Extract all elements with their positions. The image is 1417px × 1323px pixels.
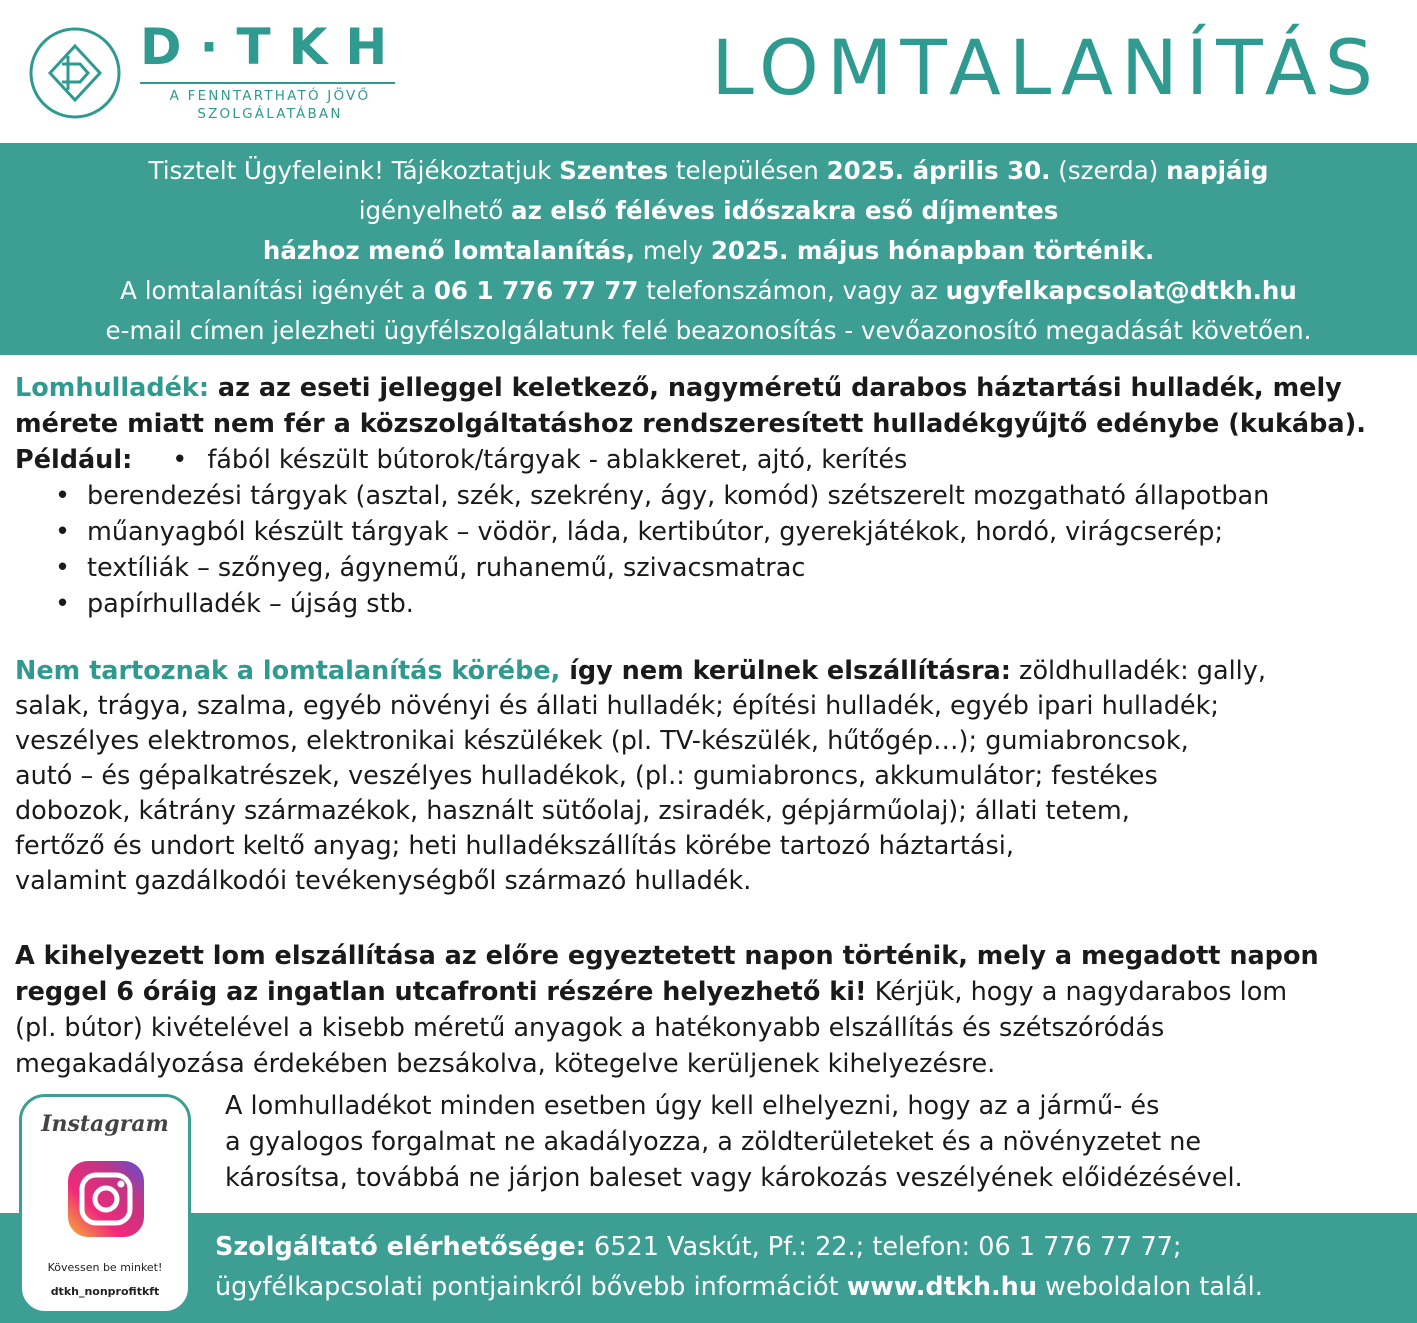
list-item: • papírhulladék – újság stb. — [15, 586, 1405, 622]
instagram-icon — [66, 1159, 146, 1239]
term-label: Lomhulladék: — [15, 373, 210, 403]
text-bold: 2025. május hónapban történik. — [710, 236, 1155, 265]
placement-line: a gyalogos forgalmat ne akadályozza, a zöldterületeket és a növényzetet ne — [225, 1127, 1202, 1157]
placement-line: károsítsa, továbbá ne járjon baleset vagy károkozás veszélyének előidézésével. — [225, 1163, 1243, 1193]
section-heading: Nem tartoznak a lomtalanítás körébe, — [15, 656, 561, 686]
text: (szerda) — [1050, 156, 1167, 185]
list-item: • műanyagból készült tárgyak – vödör, láda, kertibútor, gyerekjátékok, hordó, virágcserép; — [15, 514, 1405, 550]
contact-line — [215, 1227, 1263, 1267]
text: telefonszámon, vagy az — [638, 276, 946, 305]
logo-divider — [140, 82, 395, 84]
text-bold: így nem kerülnek elszállításra: — [560, 656, 1011, 686]
list-item: • textíliák – szőnyeg, ágynemű, ruhanemű, szivacsmatrac — [15, 550, 1405, 586]
definition-line — [15, 370, 1405, 406]
header — [0, 0, 1417, 143]
follow-text: Kövessen be minket! — [47, 1261, 163, 1274]
settlement-name: Szentes — [559, 156, 669, 185]
placement-line: A lomhulladékot minden esetben úgy kell elhelyezni, hogy az a jármű- és — [225, 1091, 1160, 1121]
text: A lomtalanítási igényét a — [120, 276, 434, 305]
excluded-line: dobozok, kátrány származékok, használt sütőolaj, zsiradék, gépjárműolaj); állati tetem, — [15, 796, 1130, 826]
excluded-line: veszélyes elektromos, elektronikai készülékek (pl. TV-készülék, hűtőgép…); gumiabroncsok, — [15, 726, 1189, 756]
text-bold: házhoz menő lomtalanítás, — [262, 236, 636, 265]
examples-list — [15, 478, 1405, 622]
excluded-line — [15, 654, 1410, 689]
text-bold: A kihelyezett lom elszállítása az előre egyeztetett napon történik, mely a megadott napon — [15, 941, 1319, 971]
text-bold: az az eseti jelleggel keletkező, nagyméretű darabos háztartási hulladék, mely — [209, 373, 1342, 403]
contact-info — [215, 1227, 1263, 1307]
excluded-section — [15, 654, 1410, 899]
text: igényelhető — [358, 196, 512, 225]
banner-line: e-mail címen jelezheti ügyfélszolgálatunk felé beazonosítás - vevőazonosító megadását követően. — [105, 316, 1312, 345]
text-bold: mérete miatt nem fér a közszolgáltatáshoz rendszeresített hulladékgyűjtő edénybe (kukába). — [15, 409, 1366, 439]
text-bold: napjáig — [1166, 156, 1269, 185]
text: ügyfélkapcsolati pontjainkról bővebb információt — [215, 1272, 847, 1302]
banner-line — [0, 271, 1417, 311]
instagram-card[interactable] — [19, 1094, 191, 1314]
footer — [0, 1213, 1417, 1323]
excluded-line: autó – és gépalkatrészek, veszélyes hulladékok, (pl.: gumiabroncs, akkumulátor; festékes — [15, 761, 1158, 791]
lom-definition-section — [15, 370, 1405, 622]
placement-line — [15, 938, 1410, 974]
text-bold: reggel 6 óráig az ingatlan utcafronti részére helyezhető ki! — [15, 977, 867, 1007]
instagram-handle: dtkh_nonprofitkft — [50, 1285, 160, 1298]
text: weboldalon talál. — [1036, 1272, 1263, 1302]
excluded-line: salak, trágya, szalma, egyéb növényi és állati hulladék; építési hulladék, egyéb ipari hulladék; — [15, 691, 1219, 721]
text: 6521 Vaskút, Pf.: 22.; telefon: 06 1 776 77 77; — [585, 1232, 1182, 1262]
text: településen — [668, 156, 827, 185]
placement-line: (pl. bútor) kivételével a kisebb méretű anyagok a hatékonyabb elszállítás és szétszóródás — [15, 1013, 1165, 1043]
phone-number: 06 1 776 77 77 — [433, 276, 639, 305]
examples-label: Például: — [15, 445, 133, 475]
definition-line — [15, 406, 1405, 442]
dtkh-logo-icon — [28, 26, 122, 120]
banner-line — [0, 191, 1417, 231]
list-item: • berendezési tárgyak (asztal, szék, szekrény, ágy, komód) szétszerelt mozgatható állapotban — [15, 478, 1405, 514]
placement-line: megakadályozása érdekében bezsákolva, kötegelve kerüljenek kihelyezésre. — [15, 1049, 996, 1079]
contact-label: Szolgáltató elérhetősége: — [215, 1232, 586, 1262]
excluded-line: valamint gazdálkodói tevékenységből származó hulladék. — [15, 866, 752, 896]
text: Tisztelt Ügyfeleink! Tájékoztatjuk — [148, 156, 560, 185]
email-address: ugyfelkapcsolat@dtkh.hu — [945, 276, 1297, 305]
logo-tagline: SZOLGÁLATÁBAN — [197, 106, 343, 122]
placement-note — [225, 1088, 1405, 1196]
list-item: fából készült bútorok/tárgyak - ablakkeret, ajtó, kerítés — [207, 445, 908, 475]
website-link[interactable]: www.dtkh.hu — [846, 1272, 1037, 1302]
page-title: LOMTALANÍTÁS — [711, 23, 1381, 112]
bullet: • — [172, 445, 188, 475]
logo-wordmark: D·TKH — [140, 18, 406, 76]
banner-line — [0, 151, 1417, 191]
logo-tagline: A FENNTARTHATÓ JÖVŐ — [169, 88, 371, 104]
deadline-date: 2025. április 30. — [826, 156, 1051, 185]
text: zöldhulladék: gally, — [1010, 656, 1266, 686]
placement-line — [15, 974, 1410, 1010]
text: mely — [635, 236, 711, 265]
text: Kérjük, hogy a nagydarabos lom — [866, 977, 1288, 1007]
info-banner — [0, 143, 1417, 355]
text-bold: az első féléves időszakra eső díjmentes — [511, 196, 1059, 225]
examples-row — [15, 442, 1405, 478]
banner-line — [0, 231, 1417, 271]
excluded-line: fertőző és undort keltő anyag; heti hulladékszállítás körébe tartozó háztartási, — [15, 831, 1014, 861]
instagram-wordmark: Instagram — [41, 1111, 169, 1137]
placement-section — [15, 938, 1410, 1082]
contact-line — [215, 1267, 1263, 1307]
